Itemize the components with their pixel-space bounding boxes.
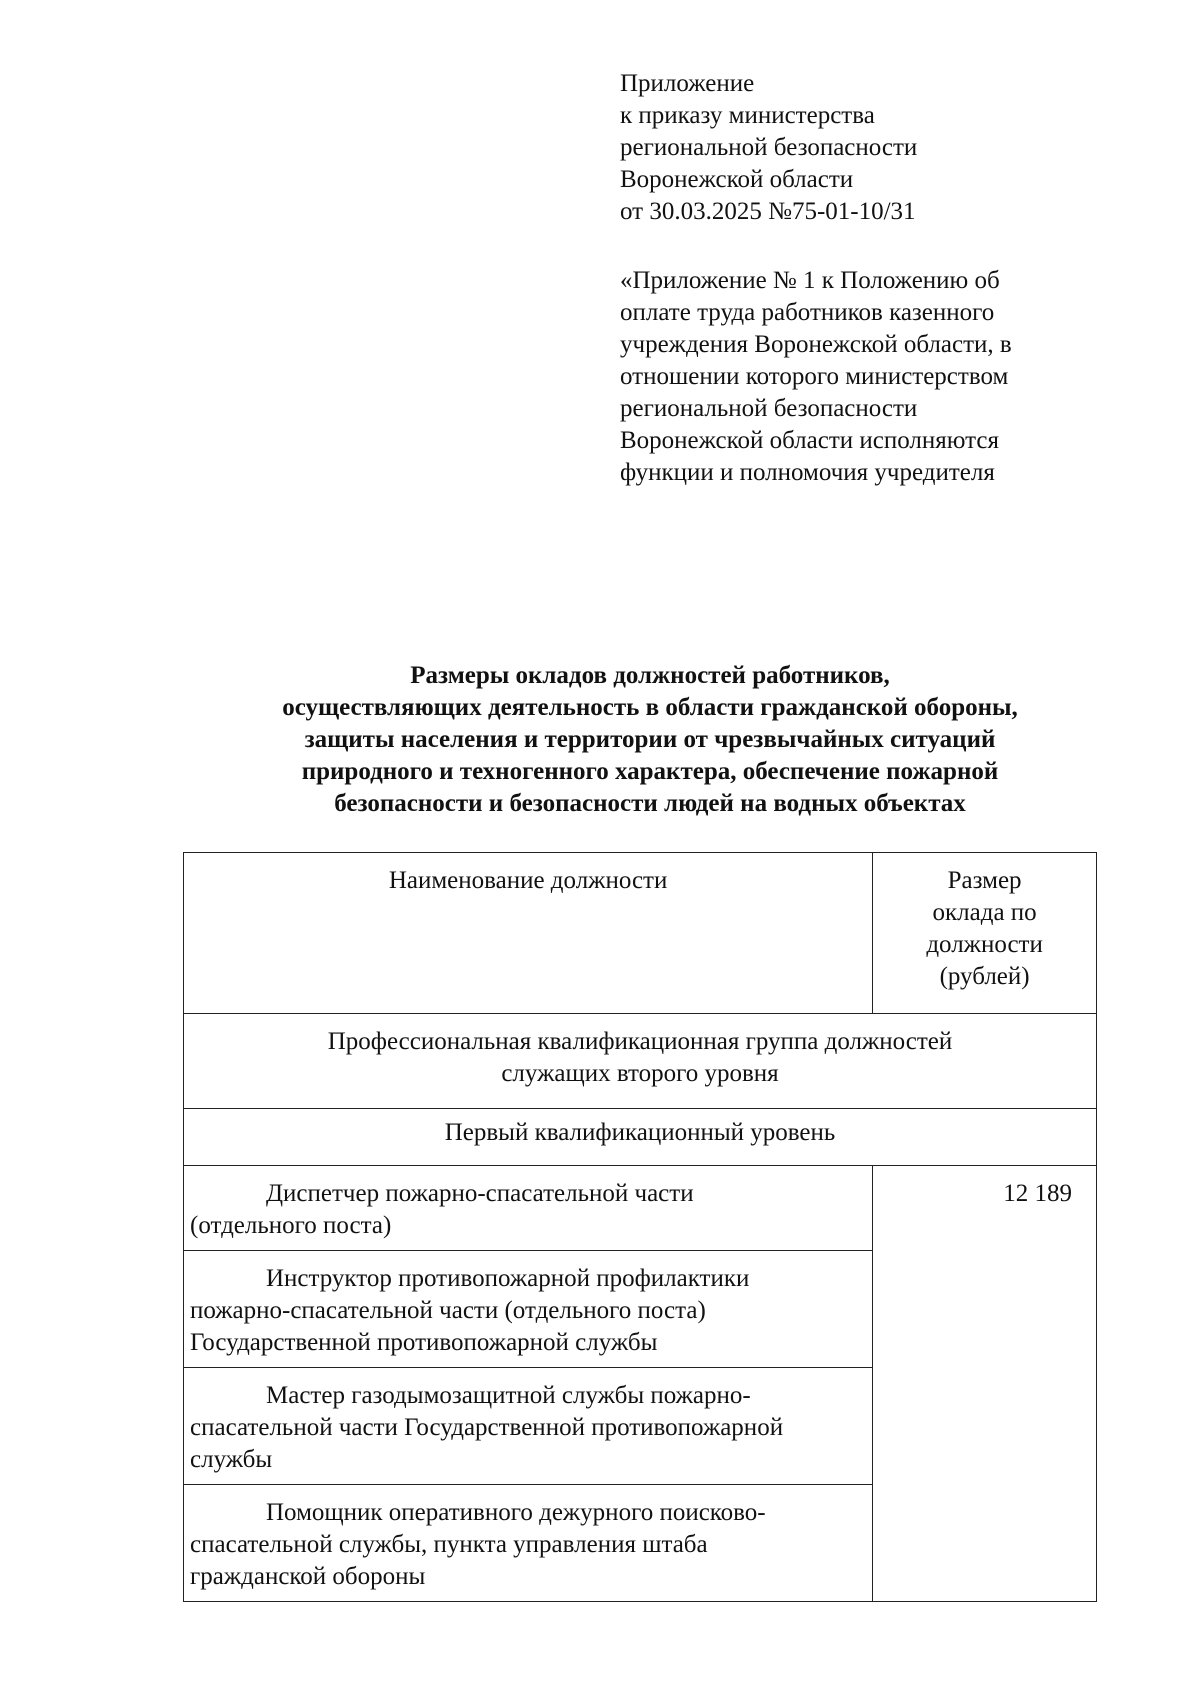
table-header-row xyxy=(184,853,1097,1014)
header-salary-line: оклада по xyxy=(932,899,1037,926)
reference-note-line: функции и полномочия учредителя xyxy=(620,459,995,486)
reference-note-line: Воронежской области исполняются xyxy=(620,427,999,454)
header-salary-line: Размер xyxy=(947,867,1022,894)
qualification-group xyxy=(184,1014,1097,1109)
level-row xyxy=(184,1109,1097,1166)
appendix-order-date: от 30.03.2025 №75-01-10/31 xyxy=(620,198,916,225)
position-line: гражданской обороны xyxy=(190,1563,426,1590)
position-cell xyxy=(184,1166,873,1251)
reference-note xyxy=(620,265,1100,489)
appendix-line: региональной безопасности xyxy=(620,134,918,161)
position-line: Диспетчер пожарно-спасательной части xyxy=(266,1180,694,1207)
header-position-name: Наименование должности xyxy=(184,853,873,1014)
group-row xyxy=(184,1014,1097,1109)
appendix-line: к приказу министерства xyxy=(620,102,875,129)
title-line: осуществляющих деятельность в области гражданской обороны, xyxy=(282,694,1018,721)
header-salary-line: должности xyxy=(926,931,1043,958)
title-line: безопасности и безопасности людей на водных объектах xyxy=(334,790,966,817)
position-cell xyxy=(184,1368,873,1485)
reference-note-line: оплате труда работников казенного xyxy=(620,299,995,326)
reference-note-line: региональной безопасности xyxy=(620,395,918,422)
reference-note-line: учреждения Воронежской области, в xyxy=(620,331,1012,358)
position-line: Помощник оперативного дежурного поисково- xyxy=(266,1499,766,1526)
position-line: Мастер газодымозащитной службы пожарно- xyxy=(266,1382,751,1409)
position-line: Государственной противопожарной службы xyxy=(190,1329,658,1356)
header-salary-size xyxy=(873,853,1097,1014)
position-line: спасательной службы, пункта управления штаба xyxy=(190,1531,708,1558)
title-line: Размеры окладов должностей работников, xyxy=(410,662,890,689)
table-row xyxy=(184,1166,1097,1251)
qualification-level: Первый квалификационный уровень xyxy=(184,1109,1097,1166)
group-line: служащих второго уровня xyxy=(501,1060,779,1087)
salary-table xyxy=(183,852,1097,1602)
position-line: (отдельного поста) xyxy=(190,1212,392,1239)
title-line: природного и техногенного характера, обеспечение пожарной xyxy=(301,758,999,785)
position-cell xyxy=(184,1485,873,1602)
position-line: спасательной части Государственной противопожарной xyxy=(190,1414,784,1441)
position-line: пожарно-спасательной части (отдельного поста) xyxy=(190,1297,706,1324)
reference-note-line: отношении которого министерством xyxy=(620,363,1009,390)
position-line: службы xyxy=(190,1446,273,1473)
appendix-line: Приложение xyxy=(620,70,755,97)
position-cell xyxy=(184,1251,873,1368)
document-title xyxy=(210,660,1090,820)
group-line: Профессиональная квалификационная группа должностей xyxy=(327,1028,953,1055)
title-line: защиты населения и территории от чрезвычайных ситуаций xyxy=(304,726,996,753)
header-salary-line: (рублей) xyxy=(939,963,1030,990)
appendix-header xyxy=(620,68,1100,228)
reference-note-line: «Приложение № 1 к Положению об xyxy=(620,267,1000,294)
appendix-line: Воронежской области xyxy=(620,166,854,193)
position-line: Инструктор противопожарной профилактики xyxy=(266,1265,750,1292)
salary-value: 12 189 xyxy=(873,1166,1097,1602)
